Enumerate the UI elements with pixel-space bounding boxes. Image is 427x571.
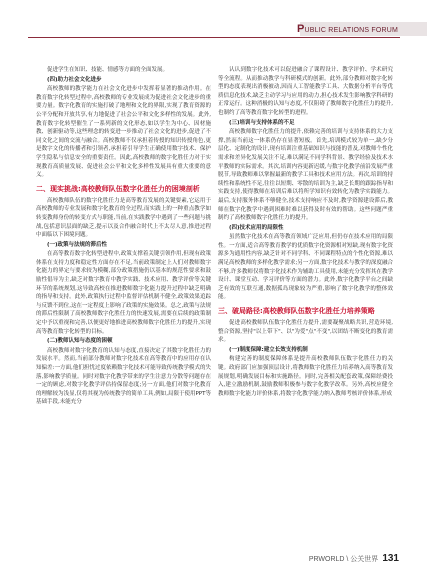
paragraph: 在高等教育数字化转型进程中,政策支撑着关键引领作用,但现有政策体系在支持力度和稳定性方面存在不足,当前政策制定上人们对教师数字化能力的界定与要求较为模糊,部分政策措施仍以基本的规范性要求和鼓励性倡导为主,缺乏对数字教育中教学实践、技术应用、教学评价等关键环节的系统规划,这导致高校在推进教师数字化能力提升过程中缺乏明确的指导和支持。此外,政策执行过程中监督评估机制不健全,政策效果追踪与反馈不到位,这在一定程度上影响了政策的实施效果。总之,政策与法规的滞后性限制了高校教师数字化胜任力的快速发展,需要在后续的政策制定中予以重视和完善,以便更好地推进高校教师数字化胜任力的提升,实现高等教育数字化转型的目标。 xyxy=(36,251,211,335)
paragraph: 高校教师的教学能力在社会文化进步中发挥着显著的推动作用。在教育数字化转型过程中,高校教师的专业发展成为促进社会文化进步的重要力量。数字化教育的实施打破了地理和文化的界限,实现了教育资源的公平分配和开放共享,有力地促进了社会公平和文化多样性的发展。此外,教育数字化转型催生了一系列新的文化形态,如以学生为中心、因材施教、创新驱动等,这些理念的转变进一步推动了社会文化的进步,促进了不同文化之间的交流与融合。高校教师不仅承担着传授的知识传授角色,更是数字文化的传播者和引领者,承担着引导学生正确使用数字技术、保护学生隐私与信息安全的重要责任。因此,高校教师的数字化胜任力对于实现教育高质量发展、促进社会公平和文化多样性发展具有重大重要的意义。 xyxy=(36,86,211,179)
page-number: 131 xyxy=(382,553,399,564)
paragraph: 虽然数字化技术在高等教育领域广泛应用,但仍存在技术应用的局限性。一方面,适合高等教育教学的优质数字化资源相对短缺,现有数字化资源多为通用性内容,缺乏针对不同学科、不同课程特点的个性化资源,难以满足高校教师的多样化教学需求;另一方面,数字化技术与教学的深度融合不够,许多教师仅将数字化技术作为辅助工具使用,未能充分发挥其在教学设计、课堂互动、学习评价等方面的潜力。此外,数字化教学平台之间缺乏有效的互联互通,数据孤岛现象较为严重,影响了数字化教学的整体效能。 xyxy=(218,234,393,301)
left-column xyxy=(36,66,211,407)
subheading: (四)助力社会文化进步 xyxy=(47,76,102,83)
page-footer xyxy=(309,553,399,564)
paragraph: 高校教师数字化胜任力的提升,依赖完善的培训与支持体系的大力支撑,然而当前这一体系仍存在显著短板。首先,培训模式较为单一,缺少分层化、定制化的设计,现有培训注重基础知识与技能的普及,对教师个性化需求和差异化发展关注不足,难以满足不同学科背景、教学经验及技术水平教师的实际需求。其次,培训内容更新迟缓,与数字化教学前沿发展严重脱节,导致教师难以掌握最新的教学工具和技术应用方法。再次,培训的持续性和系统性不足,往往以短期、零散的培训为主,缺乏长期的跟踪指导和实践支持,使得教师在培训后难以将所学知识有效转化为教学实践能力。最后,支持服务体系不够健全,技术支持响应不及时,教学资源建设滞后,教师在数字化教学中遇到困难时难以获得及时有效的帮助。这些问题严重制约了高校教师数字化胜任力的提升。 xyxy=(218,129,393,222)
paragraph: 促进高校教师队伍数字化胜任力提升,需要凝聚战略共识,营造环境,整合资源,坚持"以上带下"、以"为爱"点"不变",以团结不断变化的教育需求。 xyxy=(218,320,393,344)
paragraph: 高校教师对数字化教育的认知与态度,直接决定了其数字化胜任力的发展水平。然而,当前部分教师对数字化技术在高等教育中的应用存在认知偏差:一方面,他们担忧过度依赖数字化技术可能导致传统教学模式的失落,影响教学质量。同时对数字化教学带来的学生注意力分散等问题存在一定的顾虑,对数字化教学评估持保留态度;另一方面,他们对数字化教育的理解较为浅显,仅将其视为传统教学的简单工具,例如,局限于使用PPT等基础手段,未能充分 xyxy=(36,347,211,406)
subheading: (一)政策与法规的滞后性 xyxy=(47,241,108,248)
paragraph: 促进学生在知识、技能、情感等方面的全面发展。 xyxy=(47,67,169,73)
section-heading: 三、破局路径:高校教师队伍数字化胜任力培养策略 xyxy=(218,307,375,316)
magazine-name: PRWORLD \ 公关世界 xyxy=(308,556,379,563)
paragraph: 认认到数字化技术可以促进融合了课程设计、教学评价、学术研究等全流程。从而推动教学与科研模式的创新。此外,部分教师对数字化转型的态度表现出消极被动,因而人工智能教学工具、大数据分析平台等优质信息化技术,缺乏主动学习与应用的动力,担心技术发生影响教学科研的正常运行。这种消极的认知与态度,不仅阻碍了教师数字化胜任力的提升,也制约了高等教育数字化转型的进程。 xyxy=(218,67,393,116)
page-header xyxy=(0,0,427,40)
subheading: (三)培训与支持体系的不足 xyxy=(229,119,295,126)
paragraph: 高校教师队伍的数字化胜任力是高等教育发展的关键要素,它运用于高校教师的专业发展和数字化教育的全过程,而实践上的一种重点教学如转变教师身份的转变方式与职能,当前,在实践教学中遇到了一些问题与挑战,包括意识层面的缺乏,提示以及合作融合时代上不太尽人意,推进过程中面临以下困境问题。 xyxy=(36,197,211,239)
section-title-rest: UBLIC RELATIONS FORUM xyxy=(304,27,399,34)
subheading: (四)技术应用的局限性 xyxy=(229,224,284,231)
header-rule xyxy=(28,37,400,38)
subheading: (一)制度保障:建立长效支持机制 xyxy=(229,346,308,353)
subheading: (二)教师认知与态度的困顿 xyxy=(47,338,113,345)
paragraph: 构建完善的制度保障体系是提升高校教师队伍数字化胜任力的关键。政府部门应加强顶层设计,将教师数字化胜任力培养纳入高等教育发展规划,明确发展目标和实施路径。同时,完善相关配套政策,保障经费投入,建立激励机制,鼓励教师积极参与数字化教学改革。另外,高校应健全教师数字化能力评价体系,将数字化教学能力纳入教师考核评价体系,形成 xyxy=(218,356,393,397)
right-column xyxy=(218,66,393,398)
section-heading: 二、现实挑战:高校教师队伍数字化胜任力的困境剖析 xyxy=(36,184,200,193)
section-title-initial: P xyxy=(297,23,305,35)
section-title xyxy=(297,23,398,35)
